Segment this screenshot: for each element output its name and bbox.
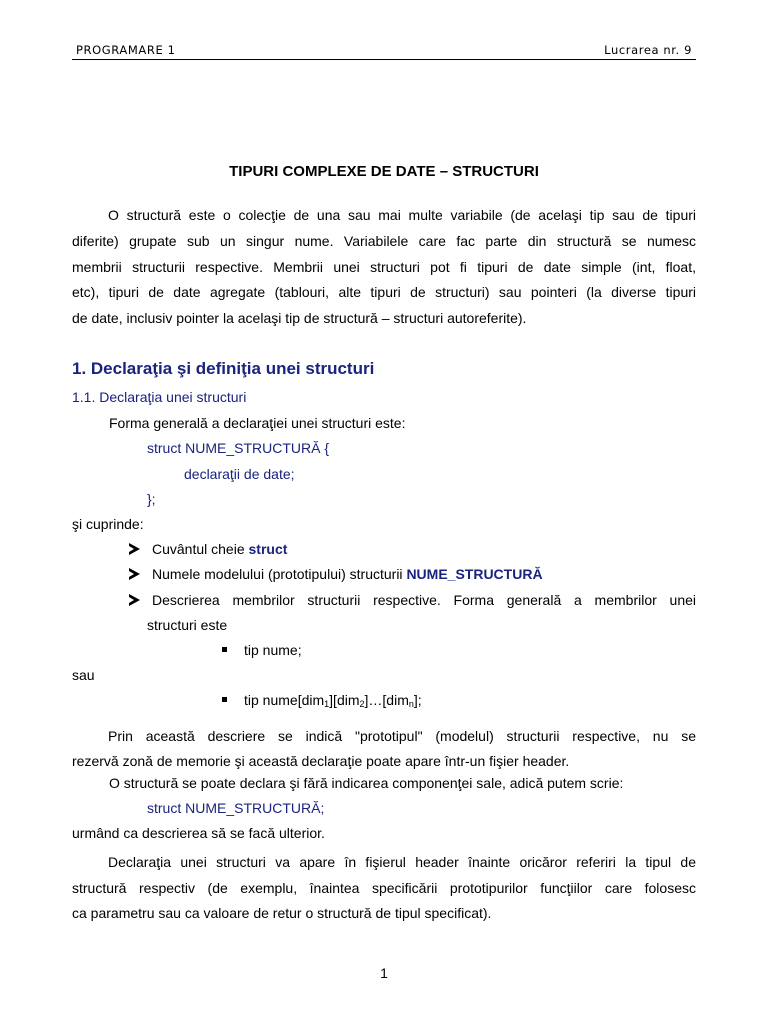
bullet-keyword-struct: struct xyxy=(248,541,288,557)
member-form-2-part: tip nume[dim xyxy=(244,692,325,708)
header-course: PROGRAMARE 1 xyxy=(76,43,176,57)
member-form-2-part: ]…[dim xyxy=(364,692,409,708)
bullet-members-line-1: Descrierea membrilor structurii respective. Forma generală a membrilor unei xyxy=(152,592,696,608)
member-form-2 xyxy=(244,692,422,708)
arrow-bullet-icon xyxy=(129,543,140,555)
section-heading: 1. Declaraţia şi definiţia unei structuri xyxy=(72,359,375,378)
square-bullet-icon xyxy=(222,647,227,652)
intro-line-1: O structură este o colecţie de una sau mai multe variabile (de acelaşi tip sau de tipuri xyxy=(108,207,696,223)
bullet-name xyxy=(152,566,543,582)
header-lab-number: Lucrarea nr. 9 xyxy=(604,43,692,57)
code-forward-decl: struct NUME_STRUCTURĂ; xyxy=(147,800,325,816)
arrow-bullet-icon xyxy=(129,568,140,580)
bullet-name-text: Numele modelului (prototipului) structurii xyxy=(152,566,407,582)
intro-line-2: diferite) grupate sub un singur nume. Variabilele care fac parte din structură se numesc xyxy=(72,233,696,249)
member-form-1: tip nume; xyxy=(244,642,302,658)
includes-text: şi cuprinde: xyxy=(72,516,144,532)
dim-subscript-n: n xyxy=(408,699,414,709)
member-form-2-part: ]; xyxy=(413,692,422,708)
intro-line-5: de date, inclusiv pointer la acelaşi tip de structură – structuri autoreferite). xyxy=(72,310,527,326)
code-struct-body: declaraţii de date; xyxy=(184,466,295,482)
bullet-members-line-2: structuri este xyxy=(147,617,228,633)
or-text: sau xyxy=(72,667,95,683)
bullet-keyword xyxy=(152,541,287,557)
subsection-heading: 1.1. Declaraţia unei structuri xyxy=(72,389,247,405)
bullet-keyword-text: Cuvântul cheie xyxy=(152,541,249,557)
general-form-text: Forma generală a declaraţiei unei structuri este: xyxy=(109,415,406,431)
prototype-line-1: Prin această descriere se indică "prototipul" (modelul) structurii respective, nu se xyxy=(108,728,696,744)
forward-decl-text: O structură se poate declara şi fără indicarea componenţei sale, adică putem scrie: xyxy=(109,775,624,791)
intro-line-3: membrii structurii respective. Membrii unei structuri pot fi tipuri de date simple (int, float, xyxy=(72,259,696,275)
arrow-bullet-icon xyxy=(129,594,140,606)
prototype-line-2: rezervă zonă de memorie şi această declaraţie poate apare într-un fişier header. xyxy=(72,753,570,769)
intro-line-4: etc), tipuri de date agregate (tablouri, alte tipuri de structuri) sau pointeri (la diverse tipuri xyxy=(72,284,696,300)
code-struct-close: }; xyxy=(147,491,156,507)
dim-subscript-1: 1 xyxy=(324,699,330,709)
bullet-name-struct: NUME_STRUCTURĂ xyxy=(406,566,543,582)
dim-subscript-2: 2 xyxy=(359,699,365,709)
member-form-2-part: ][dim xyxy=(329,692,360,708)
after-forward-text: urmând ca descrierea să se facă ulterior. xyxy=(72,825,325,841)
header-para-line-2: structură respectiv (de exemplu, înaintea specificării prototipurilor funcţiilor care folosesc xyxy=(72,880,696,896)
code-struct-open: struct NUME_STRUCTURĂ { xyxy=(147,440,330,456)
page-number: 1 xyxy=(380,965,388,981)
document-title: TIPURI COMPLEXE DE DATE – STRUCTURI xyxy=(229,163,539,180)
square-bullet-icon xyxy=(222,697,227,702)
header-para-line-3: ca parametru sau ca valoare de retur o structură de tipul specificat). xyxy=(72,905,492,921)
page-header xyxy=(72,41,696,60)
header-para-line-1: Declaraţia unei structuri va apare în fişierul header înainte oricăror referiri la tipul de xyxy=(108,854,696,870)
